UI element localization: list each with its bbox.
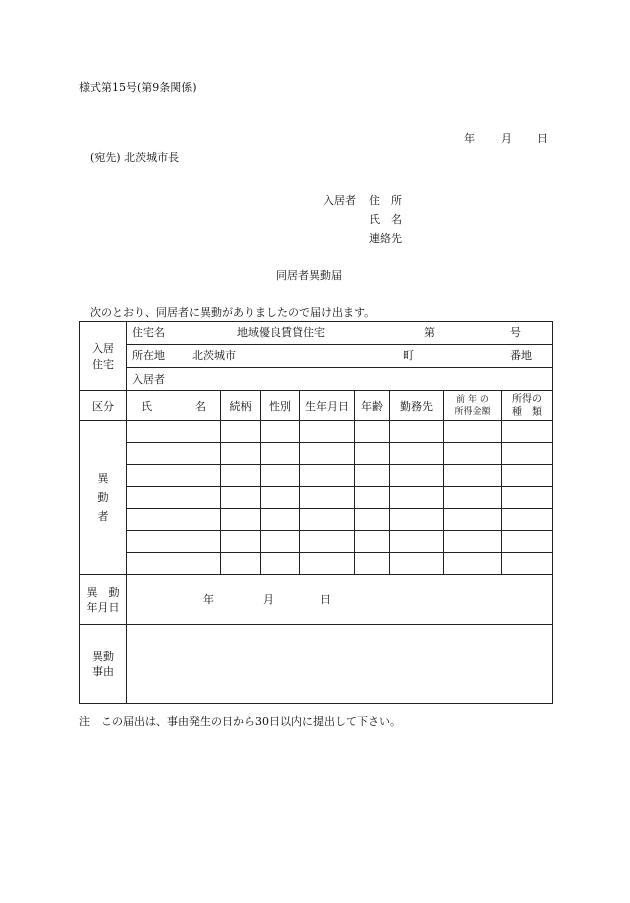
table-row (80, 509, 553, 531)
housing-no-prefix: 第 (424, 326, 435, 339)
changers-label: 異 動 者 (80, 421, 127, 575)
entry-name-cell[interactable] (127, 443, 221, 465)
col-name: 氏 名 (127, 391, 221, 421)
entry-birth-cell[interactable] (300, 487, 355, 509)
change-date-day: 日 (320, 592, 331, 606)
table-row (80, 531, 553, 553)
housing-no-suffix: 号 (510, 326, 521, 339)
date-day-label: 日 (537, 132, 548, 145)
applicant-contact-label: 連絡先 (369, 232, 402, 245)
location-city: 北茨城市 (192, 349, 236, 362)
change-date-label: 異 動 年月日 (80, 575, 127, 625)
housing-name-row (127, 322, 553, 345)
table-row (80, 465, 553, 487)
date-year-label: 年 (464, 132, 475, 145)
col-age: 年齢 (355, 391, 390, 421)
entry-relation-cell[interactable] (221, 443, 261, 465)
entry-relation-cell[interactable] (221, 509, 261, 531)
col-income-type: 所得の 種 類 (502, 391, 553, 421)
entry-name-cell[interactable] (127, 421, 221, 443)
table-row (80, 553, 553, 575)
applicant-address-label: 住 所 (369, 194, 402, 207)
entry-name-cell[interactable] (127, 509, 221, 531)
housing-name-label: 住宅名 (132, 326, 165, 339)
entry-income-type-cell[interactable] (502, 509, 553, 531)
entry-sex-cell[interactable] (261, 465, 300, 487)
entry-birth-cell[interactable] (300, 443, 355, 465)
entry-income-type-cell[interactable] (502, 487, 553, 509)
entry-sex-cell[interactable] (261, 553, 300, 575)
col-income: 前 年 の 所得金額 (444, 391, 502, 421)
entry-sex-cell[interactable] (261, 421, 300, 443)
entry-income-type-cell[interactable] (502, 531, 553, 553)
form-number: 様式第15号(第9条関係) (79, 81, 197, 94)
entry-name-cell[interactable] (127, 531, 221, 553)
entry-income-cell[interactable] (444, 465, 502, 487)
tenant-label: 入居者 (132, 373, 165, 386)
entry-work-cell[interactable] (390, 509, 444, 531)
entry-income-cell[interactable] (444, 487, 502, 509)
change-date-year: 年 (203, 592, 214, 606)
tenant-row (127, 368, 553, 391)
reason-field[interactable] (127, 625, 553, 704)
col-sex: 性別 (261, 391, 300, 421)
entry-age-cell[interactable] (355, 509, 390, 531)
entry-work-cell[interactable] (390, 531, 444, 553)
housing-name-value: 地域優良賃貸住宅 (237, 326, 325, 339)
reason-label: 異動 事由 (80, 625, 127, 704)
location-row (127, 345, 553, 368)
entry-birth-cell[interactable] (300, 509, 355, 531)
entry-relation-cell[interactable] (221, 553, 261, 575)
form-title: 同居者異動届 (276, 269, 342, 282)
table-row (80, 487, 553, 509)
entry-name-cell[interactable] (127, 487, 221, 509)
entry-work-cell[interactable] (390, 553, 444, 575)
lot-label: 番地 (510, 349, 532, 362)
entry-age-cell[interactable] (355, 487, 390, 509)
entry-relation-cell[interactable] (221, 421, 261, 443)
entry-income-cell[interactable] (444, 553, 502, 575)
footnote: 注 この届出は、事由発生の日から30日以内に提出して下さい。 (79, 715, 401, 728)
applicant-name-label: 氏 名 (369, 213, 402, 226)
entry-income-type-cell[interactable] (502, 465, 553, 487)
col-relation: 続柄 (221, 391, 261, 421)
entry-sex-cell[interactable] (261, 509, 300, 531)
change-date-month: 月 (263, 592, 274, 606)
col-category: 区分 (80, 391, 127, 421)
entry-relation-cell[interactable] (221, 465, 261, 487)
entry-name-cell[interactable] (127, 465, 221, 487)
entry-birth-cell[interactable] (300, 421, 355, 443)
entry-work-cell[interactable] (390, 465, 444, 487)
entry-relation-cell[interactable] (221, 531, 261, 553)
entry-age-cell[interactable] (355, 443, 390, 465)
table-row (80, 443, 553, 465)
entry-income-cell[interactable] (444, 531, 502, 553)
entry-birth-cell[interactable] (300, 531, 355, 553)
entry-income-type-cell[interactable] (502, 421, 553, 443)
entry-sex-cell[interactable] (261, 443, 300, 465)
form-table (79, 321, 553, 704)
entry-income-cell[interactable] (444, 509, 502, 531)
entry-name-cell[interactable] (127, 553, 221, 575)
entry-age-cell[interactable] (355, 465, 390, 487)
col-work: 勤務先 (390, 391, 444, 421)
entry-income-cell[interactable] (444, 443, 502, 465)
addressee: (宛先) 北茨城市長 (90, 151, 180, 164)
col-birth: 生年月日 (300, 391, 355, 421)
entry-age-cell[interactable] (355, 421, 390, 443)
date-month-label: 月 (501, 132, 512, 145)
entry-work-cell[interactable] (390, 487, 444, 509)
intro-text: 次のとおり、同居者に異動がありましたので届け出ます。 (90, 306, 376, 319)
location-label: 所在地 (132, 349, 165, 362)
entry-work-cell[interactable] (390, 421, 444, 443)
entry-age-cell[interactable] (355, 531, 390, 553)
change-date-field[interactable] (127, 575, 553, 625)
entry-relation-cell[interactable] (221, 487, 261, 509)
town-label: 町 (403, 349, 414, 362)
residence-section-label: 入居 住宅 (80, 322, 127, 391)
entry-sex-cell[interactable] (261, 531, 300, 553)
entry-income-cell[interactable] (444, 421, 502, 443)
entry-income-type-cell[interactable] (502, 553, 553, 575)
entry-sex-cell[interactable] (261, 487, 300, 509)
entry-income-type-cell[interactable] (502, 443, 553, 465)
applicant-prefix: 入居者 (323, 194, 356, 207)
entry-work-cell[interactable] (390, 443, 444, 465)
entry-birth-cell[interactable] (300, 553, 355, 575)
entry-birth-cell[interactable] (300, 465, 355, 487)
entry-age-cell[interactable] (355, 553, 390, 575)
